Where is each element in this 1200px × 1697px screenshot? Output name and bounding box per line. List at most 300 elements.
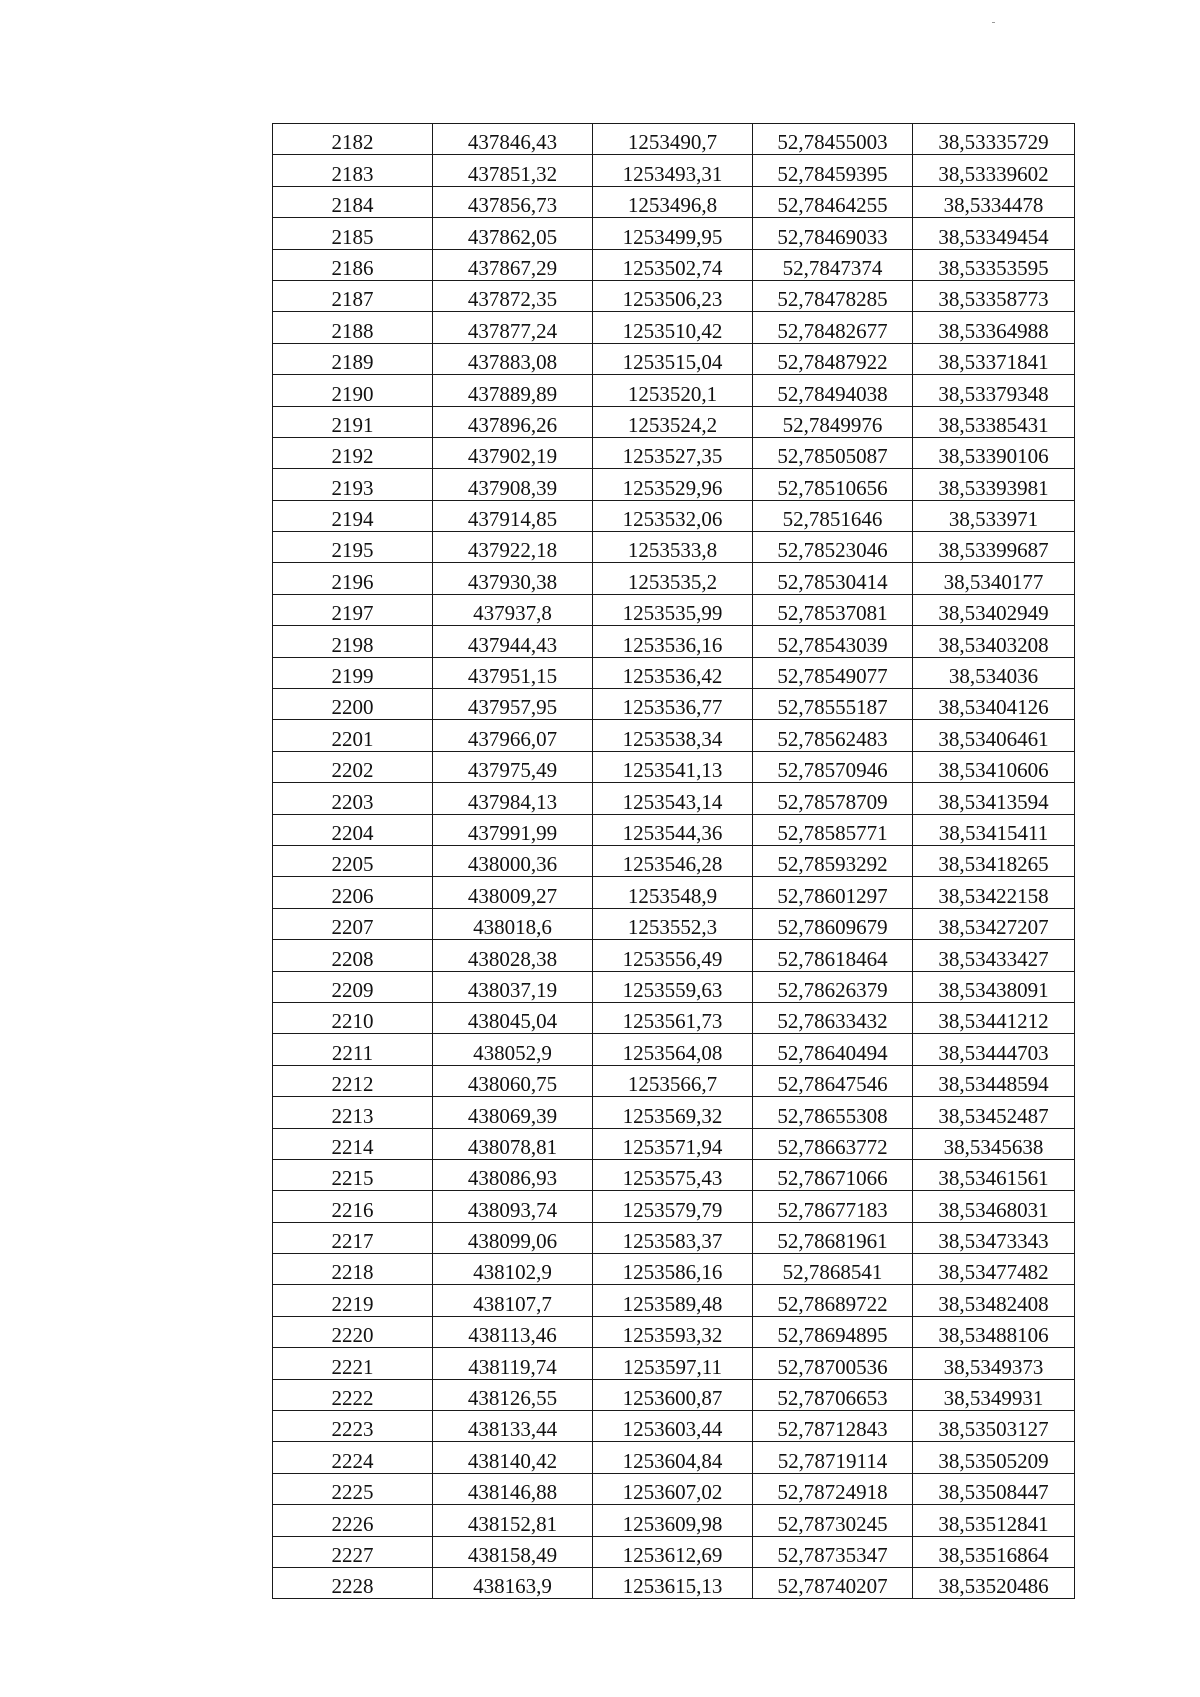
cell-text: 437862,05 [467, 224, 558, 249]
cell-text: 1253515,04 [622, 350, 723, 375]
cell-text: 52,78740207 [777, 1574, 888, 1599]
y-coordinate-cell [593, 1505, 753, 1536]
point-number-cell [273, 626, 433, 657]
cell-text: 52,78618464 [777, 946, 888, 971]
table-row [273, 500, 1075, 531]
longitude-cell [913, 1285, 1075, 1316]
longitude-cell [913, 500, 1075, 531]
point-number-cell [273, 1505, 433, 1536]
cell-text: 38,53422158 [938, 883, 1049, 908]
latitude-cell [753, 971, 913, 1002]
cell-text: 38,53402949 [938, 601, 1049, 626]
x-coordinate-cell [433, 845, 593, 876]
latitude-cell [753, 500, 913, 531]
cell-text: 437877,24 [467, 318, 558, 343]
x-coordinate-cell [433, 1316, 593, 1347]
cell-text: 437937,8 [473, 601, 552, 626]
table-row [273, 1473, 1075, 1504]
cell-text: 38,53512841 [938, 1511, 1049, 1536]
y-coordinate-cell [593, 375, 753, 406]
y-coordinate-cell [593, 1128, 753, 1159]
cell-text: 437867,29 [467, 255, 558, 280]
cell-text: 38,53516864 [938, 1542, 1049, 1567]
point-number-cell [273, 1002, 433, 1033]
point-number-cell [273, 783, 433, 814]
x-coordinate-cell [433, 689, 593, 720]
longitude-cell [913, 1002, 1075, 1033]
point-number-cell [273, 1128, 433, 1159]
table-row [273, 280, 1075, 311]
cell-text: 38,53353595 [938, 255, 1049, 280]
cell-text: 52,78689722 [777, 1291, 888, 1316]
cell-text: 1253571,94 [622, 1134, 723, 1159]
latitude-cell [753, 186, 913, 217]
longitude-cell [913, 783, 1075, 814]
cell-text: 437922,18 [467, 538, 558, 563]
cell-text: 38,53385431 [938, 412, 1049, 437]
point-number-cell [273, 689, 433, 720]
longitude-cell [913, 626, 1075, 657]
y-coordinate-cell [593, 814, 753, 845]
cell-text: 1253536,77 [622, 695, 723, 720]
cell-text: 438028,38 [467, 946, 558, 971]
cell-text: 438086,93 [467, 1166, 558, 1191]
table-row [273, 1411, 1075, 1442]
point-number-cell [273, 657, 433, 688]
cell-text: 1253609,98 [622, 1511, 723, 1536]
latitude-cell [753, 1065, 913, 1096]
x-coordinate-cell [433, 469, 593, 500]
table-row [273, 940, 1075, 971]
table-row [273, 1002, 1075, 1033]
table-row [273, 249, 1075, 280]
cell-text: 437846,43 [467, 130, 558, 155]
cell-text: 52,78578709 [777, 789, 888, 814]
cell-text: 38,53339602 [938, 161, 1049, 186]
latitude-cell [753, 1505, 913, 1536]
cell-text: 38,5345638 [943, 1134, 1044, 1159]
cell-text: 1253543,14 [622, 789, 723, 814]
longitude-cell [913, 971, 1075, 1002]
x-coordinate-cell [433, 1379, 593, 1410]
cell-text: 437851,32 [467, 161, 558, 186]
y-coordinate-cell [593, 877, 753, 908]
cell-text: 1253499,95 [622, 224, 723, 249]
cell-text: 52,78487922 [777, 350, 888, 375]
table-row [273, 437, 1075, 468]
x-coordinate-cell [433, 249, 593, 280]
cell-text: 52,7849976 [782, 412, 883, 437]
point-number-cell [273, 1159, 433, 1190]
latitude-cell [753, 1285, 913, 1316]
x-coordinate-cell [433, 783, 593, 814]
table-row [273, 563, 1075, 594]
x-coordinate-cell [433, 1128, 593, 1159]
point-number-cell [273, 1411, 433, 1442]
latitude-cell [753, 1316, 913, 1347]
cell-text: 438102,9 [473, 1260, 552, 1285]
y-coordinate-cell [593, 689, 753, 720]
point-number-cell [273, 500, 433, 531]
cell-text: 438158,49 [467, 1542, 558, 1567]
point-number-cell [273, 1473, 433, 1504]
longitude-cell [913, 1254, 1075, 1285]
cell-text: 1253559,63 [622, 977, 723, 1002]
cell-text: 2201 [331, 726, 374, 751]
y-coordinate-cell [593, 1065, 753, 1096]
latitude-cell [753, 532, 913, 563]
cell-text: 437914,85 [467, 507, 558, 532]
cell-text: 2227 [331, 1542, 374, 1567]
latitude-cell [753, 1159, 913, 1190]
cell-text: 2194 [331, 507, 374, 532]
cell-text: 438045,04 [467, 1009, 558, 1034]
x-coordinate-cell [433, 1442, 593, 1473]
table-row [273, 406, 1075, 437]
point-number-cell [273, 1097, 433, 1128]
x-coordinate-cell [433, 1505, 593, 1536]
y-coordinate-cell [593, 406, 753, 437]
cell-text: 2193 [331, 475, 374, 500]
y-coordinate-cell [593, 249, 753, 280]
x-coordinate-cell [433, 1097, 593, 1128]
point-number-cell [273, 124, 433, 155]
table-row [273, 626, 1075, 657]
y-coordinate-cell [593, 1316, 753, 1347]
cell-text: 38,53461561 [938, 1166, 1049, 1191]
cell-text: 52,78464255 [777, 193, 888, 218]
cell-text: 1253535,2 [627, 569, 718, 594]
cell-text: 52,78671066 [777, 1166, 888, 1191]
x-coordinate-cell [433, 375, 593, 406]
x-coordinate-cell [433, 1536, 593, 1567]
cell-text: 438119,74 [468, 1354, 557, 1379]
latitude-cell [753, 375, 913, 406]
cell-text: 1253541,13 [622, 758, 723, 783]
cell-text: 2218 [331, 1260, 374, 1285]
y-coordinate-cell [593, 437, 753, 468]
cell-text: 38,53444703 [938, 1040, 1049, 1065]
cell-text: 52,78730245 [777, 1511, 888, 1536]
point-number-cell [273, 375, 433, 406]
longitude-cell [913, 155, 1075, 186]
longitude-cell [913, 186, 1075, 217]
x-coordinate-cell [433, 280, 593, 311]
longitude-cell [913, 845, 1075, 876]
y-coordinate-cell [593, 1411, 753, 1442]
latitude-cell [753, 124, 913, 155]
longitude-cell [913, 1316, 1075, 1347]
latitude-cell [753, 406, 913, 437]
cell-text: 437975,49 [467, 758, 558, 783]
latitude-cell [753, 1536, 913, 1567]
y-coordinate-cell [593, 124, 753, 155]
latitude-cell [753, 1379, 913, 1410]
cell-text: 2198 [331, 632, 374, 657]
cell-text: 2191 [331, 412, 374, 437]
x-coordinate-cell [433, 877, 593, 908]
table-row [273, 1128, 1075, 1159]
y-coordinate-cell [593, 1191, 753, 1222]
point-number-cell [273, 1254, 433, 1285]
cell-text: 437984,13 [467, 789, 558, 814]
cell-text: 2202 [331, 758, 374, 783]
cell-text: 38,53406461 [938, 726, 1049, 751]
table-row [273, 1536, 1075, 1567]
x-coordinate-cell [433, 1034, 593, 1065]
y-coordinate-cell [593, 845, 753, 876]
longitude-cell [913, 1567, 1075, 1598]
x-coordinate-cell [433, 1348, 593, 1379]
latitude-cell [753, 1473, 913, 1504]
cell-text: 52,78626379 [777, 977, 888, 1002]
cell-text: 38,53371841 [938, 350, 1049, 375]
y-coordinate-cell [593, 783, 753, 814]
longitude-cell [913, 908, 1075, 939]
latitude-cell [753, 218, 913, 249]
x-coordinate-cell [433, 626, 593, 657]
table-row [273, 877, 1075, 908]
cell-text: 1253536,42 [622, 664, 723, 689]
cell-text: 38,53364988 [938, 318, 1049, 343]
cell-text: 1253544,36 [622, 820, 723, 845]
cell-text: 438052,9 [473, 1040, 552, 1065]
cell-text: 2184 [331, 193, 374, 218]
cell-text: 438146,88 [467, 1480, 558, 1505]
cell-text: 2187 [331, 287, 374, 312]
longitude-cell [913, 1505, 1075, 1536]
point-number-cell [273, 751, 433, 782]
latitude-cell [753, 720, 913, 751]
x-coordinate-cell [433, 971, 593, 1002]
table-row [273, 532, 1075, 563]
point-number-cell [273, 1316, 433, 1347]
cell-text: 2196 [331, 569, 374, 594]
cell-text: 52,78482677 [777, 318, 888, 343]
longitude-cell [913, 280, 1075, 311]
cell-text: 38,53473343 [938, 1229, 1049, 1254]
cell-text: 437889,89 [467, 381, 558, 406]
cell-text: 2204 [331, 820, 374, 845]
table-row [273, 155, 1075, 186]
cell-text: 52,7847374 [782, 255, 883, 280]
x-coordinate-cell [433, 1473, 593, 1504]
longitude-cell [913, 657, 1075, 688]
table-row [273, 469, 1075, 500]
point-number-cell [273, 155, 433, 186]
y-coordinate-cell [593, 1002, 753, 1033]
point-number-cell [273, 280, 433, 311]
x-coordinate-cell [433, 1567, 593, 1598]
cell-text: 1253600,87 [622, 1386, 723, 1411]
longitude-cell [913, 1065, 1075, 1096]
cell-text: 52,78633432 [777, 1009, 888, 1034]
cell-text: 52,78530414 [777, 569, 888, 594]
point-number-cell [273, 1222, 433, 1253]
y-coordinate-cell [593, 657, 753, 688]
point-number-cell [273, 845, 433, 876]
table-row [273, 124, 1075, 155]
x-coordinate-cell [433, 1222, 593, 1253]
cell-text: 437908,39 [467, 475, 558, 500]
cell-text: 52,78478285 [777, 287, 888, 312]
cell-text: 438078,81 [467, 1134, 558, 1159]
y-coordinate-cell [593, 971, 753, 1002]
cell-text: 38,53404126 [938, 695, 1049, 720]
latitude-cell [753, 1128, 913, 1159]
x-coordinate-cell [433, 1411, 593, 1442]
longitude-cell [913, 312, 1075, 343]
cell-text: 1253533,8 [627, 538, 718, 563]
point-number-cell [273, 1034, 433, 1065]
cell-text: 2225 [331, 1480, 374, 1505]
cell-text: 52,78681961 [777, 1229, 888, 1254]
longitude-cell [913, 375, 1075, 406]
point-number-cell [273, 186, 433, 217]
longitude-cell [913, 1191, 1075, 1222]
latitude-cell [753, 1222, 913, 1253]
longitude-cell [913, 437, 1075, 468]
cell-text: 2221 [331, 1354, 374, 1379]
cell-text: 1253615,13 [622, 1574, 723, 1599]
cell-text: 2207 [331, 915, 374, 940]
cell-text: 1253583,37 [622, 1229, 723, 1254]
table-row [273, 312, 1075, 343]
table-row [273, 1159, 1075, 1190]
cell-text: 38,5334478 [943, 193, 1044, 218]
cell-text: 52,78724918 [777, 1480, 888, 1505]
longitude-cell [913, 563, 1075, 594]
latitude-cell [753, 437, 913, 468]
x-coordinate-cell [433, 186, 593, 217]
table-row [273, 845, 1075, 876]
latitude-cell [753, 563, 913, 594]
cell-text: 38,5349373 [943, 1354, 1044, 1379]
latitude-cell [753, 1348, 913, 1379]
cell-text: 2203 [331, 789, 374, 814]
cell-text: 1253593,32 [622, 1323, 723, 1348]
y-coordinate-cell [593, 1536, 753, 1567]
y-coordinate-cell [593, 908, 753, 939]
cell-text: 437856,73 [467, 193, 558, 218]
cell-text: 1253510,42 [622, 318, 723, 343]
table-row [273, 1254, 1075, 1285]
point-number-cell [273, 1379, 433, 1410]
latitude-cell [753, 877, 913, 908]
cell-text: 437957,95 [467, 695, 558, 720]
cell-text: 2222 [331, 1386, 374, 1411]
point-number-cell [273, 1348, 433, 1379]
cell-text: 52,78549077 [777, 664, 888, 689]
cell-text: 38,53418265 [938, 852, 1049, 877]
cell-text: 52,78555187 [777, 695, 888, 720]
cell-text: 38,53427207 [938, 915, 1049, 940]
cell-text: 1253589,48 [622, 1291, 723, 1316]
longitude-cell [913, 1348, 1075, 1379]
cell-text: 2195 [331, 538, 374, 563]
cell-text: 2226 [331, 1511, 374, 1536]
y-coordinate-cell [593, 1567, 753, 1598]
cell-text: 52,78647546 [777, 1072, 888, 1097]
y-coordinate-cell [593, 720, 753, 751]
cell-text: 38,53410606 [938, 758, 1049, 783]
latitude-cell [753, 814, 913, 845]
cell-text: 38,53393981 [938, 475, 1049, 500]
cell-text: 52,78700536 [777, 1354, 888, 1379]
y-coordinate-cell [593, 343, 753, 374]
point-number-cell [273, 1285, 433, 1316]
cell-text: 38,53379348 [938, 381, 1049, 406]
latitude-cell [753, 657, 913, 688]
latitude-cell [753, 1442, 913, 1473]
y-coordinate-cell [593, 1222, 753, 1253]
cell-text: 52,78719114 [777, 1448, 888, 1473]
y-coordinate-cell [593, 1159, 753, 1190]
cell-text: 1253546,28 [622, 852, 723, 877]
table-row [273, 186, 1075, 217]
cell-text: 52,78640494 [777, 1040, 888, 1065]
point-number-cell [273, 720, 433, 751]
cell-text: 38,53520486 [938, 1574, 1049, 1599]
latitude-cell [753, 626, 913, 657]
cell-text: 38,53415411 [938, 820, 1049, 845]
longitude-cell [913, 751, 1075, 782]
longitude-cell [913, 1411, 1075, 1442]
x-coordinate-cell [433, 437, 593, 468]
cell-text: 52,78609679 [777, 915, 888, 940]
point-number-cell [273, 877, 433, 908]
cell-text: 1253490,7 [627, 130, 718, 155]
cell-text: 437930,38 [467, 569, 558, 594]
cell-text: 2199 [331, 664, 374, 689]
cell-text: 52,78694895 [777, 1323, 888, 1348]
longitude-cell [913, 124, 1075, 155]
cell-text: 38,5349931 [943, 1386, 1044, 1411]
cell-text: 38,53488106 [938, 1323, 1049, 1348]
latitude-cell [753, 783, 913, 814]
point-number-cell [273, 1065, 433, 1096]
cell-text: 2219 [331, 1291, 374, 1316]
cell-text: 2217 [331, 1229, 374, 1254]
y-coordinate-cell [593, 500, 753, 531]
longitude-cell [913, 1034, 1075, 1065]
cell-text: 438069,39 [467, 1103, 558, 1128]
y-coordinate-cell [593, 1285, 753, 1316]
cell-text: 437896,26 [467, 412, 558, 437]
latitude-cell [753, 1567, 913, 1598]
longitude-cell [913, 1159, 1075, 1190]
cell-text: 438018,6 [473, 915, 552, 940]
cell-text: 2188 [331, 318, 374, 343]
y-coordinate-cell [593, 1097, 753, 1128]
cell-text: 1253527,35 [622, 444, 723, 469]
longitude-cell [913, 877, 1075, 908]
cell-text: 38,53482408 [938, 1291, 1049, 1316]
table-row [273, 1065, 1075, 1096]
x-coordinate-cell [433, 343, 593, 374]
table-row [273, 1567, 1075, 1598]
x-coordinate-cell [433, 312, 593, 343]
latitude-cell [753, 1097, 913, 1128]
cell-text: 38,533971 [948, 507, 1039, 532]
cell-text: 1253538,34 [622, 726, 723, 751]
latitude-cell [753, 280, 913, 311]
x-coordinate-cell [433, 1002, 593, 1033]
cell-text: 437951,15 [467, 664, 558, 689]
coordinates-table-body [273, 124, 1075, 1599]
longitude-cell [913, 249, 1075, 280]
table-row [273, 720, 1075, 751]
